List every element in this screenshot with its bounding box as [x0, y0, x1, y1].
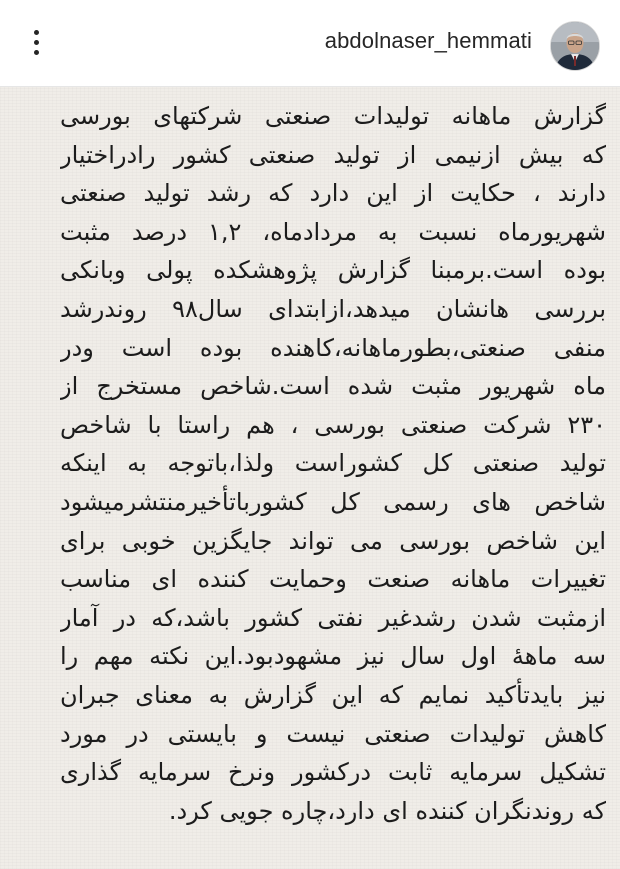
text-line: کاهش تولیدات صنعتی نیست و بایستی در مورد: [60, 719, 606, 748]
text-line: گزارش ماهانه تولیدات صنعتی شرکتهای بورسی: [60, 102, 606, 130]
text-line: ازمثبت شدن رشدغیر نفتی کشور باشد،که در آمار: [60, 603, 606, 632]
text-line: سه ماههٔ اول سال نیز مشهودبود.این نکته مهم را: [60, 642, 606, 671]
post-header: [0, 0, 620, 87]
post-text: [60, 97, 606, 830]
text-line: که روندنگران کننده ای دارد،چاره جویی کرد.: [168, 796, 606, 825]
text-line: تغییرات ماهانه صنعت وحمایت کننده ای مناسب: [60, 565, 606, 594]
text-line: منفی صنعتی،بطورماهانه،کاهنده بوده است ودر: [60, 333, 606, 362]
text-line: شهریورماه نسبت به مردادماه، ۱,۲ درصد مثبت: [60, 217, 606, 246]
text-line: که بیش ازنیمی از تولید صنعتی کشور رادراختیار: [60, 140, 606, 169]
text-line: تولید صنعتی کل کشوراست ولذا،باتوجه به اینکه: [60, 449, 606, 478]
avatar[interactable]: [550, 21, 600, 71]
more-options-icon: [34, 30, 39, 35]
text-line: نیز بایدتأکید نمایم که این گزارش به معنای جبران: [60, 680, 606, 709]
text-line: ماه شهریور مثبت شده است.شاخص مستخرج از: [60, 372, 606, 401]
profile-photo-icon: [551, 22, 599, 70]
text-line: دارند ، حکایت از این دارد که رشد تولید صنعتی: [60, 179, 606, 208]
post-image: [0, 87, 620, 869]
username-link[interactable]: abdolnaser_hemmati: [324, 28, 532, 53]
text-line: بررسی هانشان میدهد،ازابتدای سال۹۸ روندرشد: [60, 294, 606, 323]
text-line: تشکیل سرمایه ثابت درکشور ونرخ سرمایه گذاری: [60, 758, 606, 787]
text-line: ۲۳۰ شرکت صنعتی بورسی ، هم راستا با شاخص: [60, 410, 606, 439]
text-line: شاخص های رسمی کل کشورباتأخیرمنتشرمیشود: [60, 487, 606, 516]
more-options-button[interactable]: [24, 22, 48, 62]
text-line: بوده است.برمبنا گزارش پژوهشکده پولی وبانکی: [60, 256, 606, 285]
text-line: این شاخص بورسی می تواند جایگزین خوبی برای: [60, 526, 606, 555]
